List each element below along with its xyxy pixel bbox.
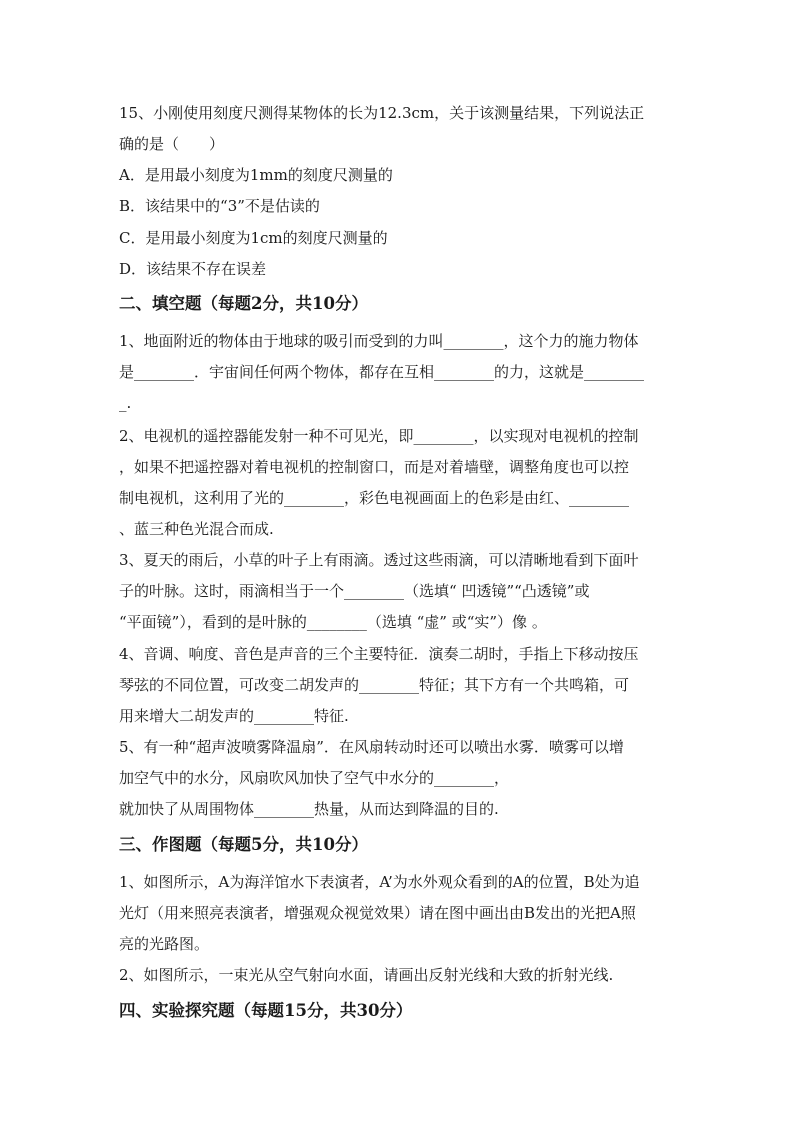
drawing-q1-line-1: 1、如图所示，A为海洋馆水下表演者，A’为水外观众看到的A的位置，B处为追: [119, 873, 640, 891]
section-heading-experiment: 四、实验探究题（每题15分，共30分）: [119, 1001, 413, 1020]
drawing-q2-line-1: 2、如图所示，一束光从空气射向水面，请画出反射光线和大致的折射光线.: [119, 966, 614, 984]
fill-q2-line-3: 制电视机，这利用了光的________，彩色电视画面上的色彩是由红、________: [119, 489, 630, 507]
question-15-stem-line-2: 确的是（ ）: [119, 135, 225, 153]
question-15-stem-line-1: 15、小刚使用刻度尺测得某物体的长为12.3cm，关于该测量结果，下列说法正: [119, 104, 645, 122]
option-d: D．该结果不存在误差: [119, 260, 267, 278]
option-b: B．该结果中的“3”不是估读的: [119, 197, 320, 215]
option-c: C．是用最小刻度为1cm的刻度尺测量的: [119, 229, 388, 247]
section-heading-fill-in: 二、填空题（每题2分，共10分）: [119, 294, 368, 313]
fill-q2-line-1: 2、电视机的遥控器能发射一种不可见光，即________，以实现对电视机的控制: [119, 427, 639, 445]
fill-q1-line-3: _.: [119, 394, 132, 412]
section-heading-drawing: 三、作图题（每题5分，共10分）: [119, 835, 368, 854]
fill-q5-line-3: 就加快了从周围物体________热量，从而达到降温的目的.: [119, 800, 499, 818]
fill-q4-line-1: 4、音调、响度、音色是声音的三个主要特征．演奏二胡时，手指上下移动按压: [119, 645, 639, 663]
fill-q1-line-2: 是________．宇宙间任何两个物体，都存在互相________的力，这就是________: [119, 363, 645, 381]
drawing-q1-line-2: 光灯（用来照亮表演者，增强观众视觉效果）请在图中画出由B发出的光把A照: [119, 904, 636, 922]
fill-q5-line-1: 5、有一种“超声波喷雾降温扇”．在风扇转动时还可以喷出水雾．喷雾可以增: [119, 738, 624, 756]
fill-q2-line-2: ，如果不把遥控器对着电视机的控制窗口，而是对着墙壁，调整角度也可以控: [119, 458, 630, 476]
fill-q4-line-2: 琴弦的不同位置，可改变二胡发声的________特征；其下方有一个共鸣箱，可: [119, 676, 630, 694]
drawing-q1-line-3: 亮的光路图。: [119, 935, 210, 953]
fill-q2-line-4: 、蓝三种色光混合而成.: [119, 520, 274, 538]
fill-q3-line-3: “平面镜”），看到的是叶脉的________（选填 “虚” 或“实”）像 。: [119, 613, 547, 631]
fill-q1-line-1: 1、地面附近的物体由于地球的吸引而受到的力叫________，这个力的施力物体: [119, 332, 639, 350]
option-a: A．是用最小刻度为1mm的刻度尺测量的: [119, 166, 393, 184]
fill-q3-line-2: 子的叶脉。这时，雨滴相当于一个________（选填“ 凹透镜”“凸透镜”或: [119, 582, 590, 600]
fill-q3-line-1: 3、夏天的雨后，小草的叶子上有雨滴。透过这些雨滴，可以清晰地看到下面叶: [119, 551, 639, 569]
fill-q4-line-3: 用来增大二胡发声的________特征.: [119, 707, 349, 725]
fill-q5-line-2: 加空气中的水分，风扇吹风加快了空气中水分的________，: [119, 769, 510, 787]
